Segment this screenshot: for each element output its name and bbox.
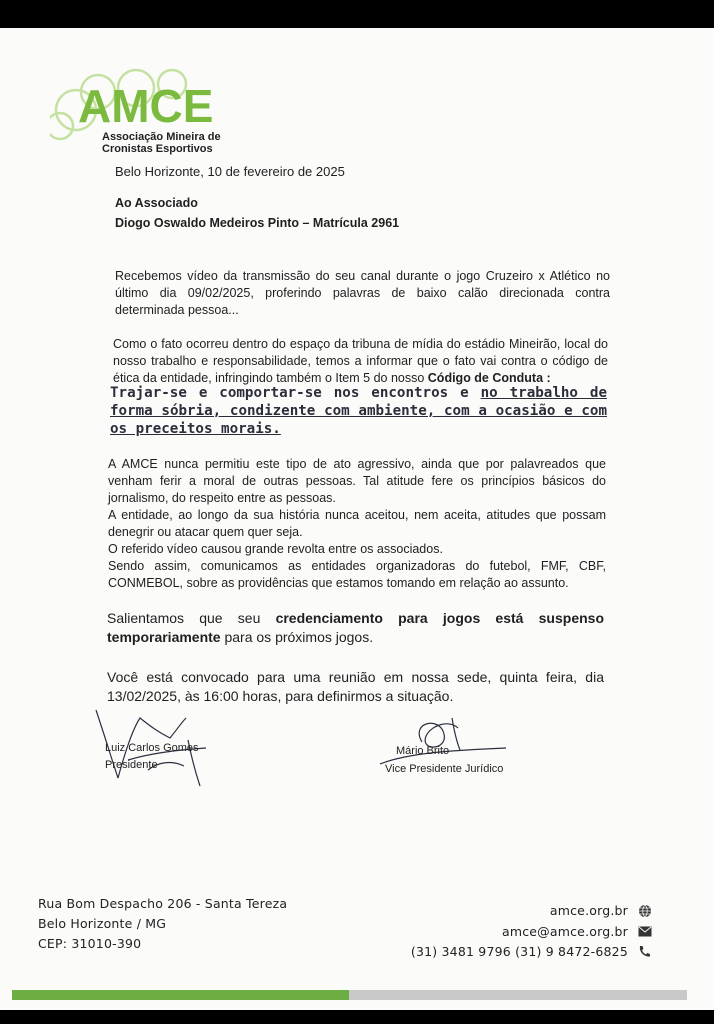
top-black-border: [0, 0, 714, 28]
footer-color-bar: [12, 990, 687, 1000]
logo-text: AMCE: [78, 80, 214, 132]
footer-email: amce@amce.org.br: [501, 924, 628, 939]
para4-post: para os próximos jogos.: [220, 629, 374, 645]
paragraph-3c: O referido vídeo causou grande revolta entre os associados.: [108, 542, 443, 556]
vice-president-name: Mário Brito: [396, 745, 450, 757]
globe-icon: [638, 904, 652, 918]
conduct-quote-underlined: no trabalho de forma sóbria, condizente com ambiente, com a ocasião e com os preceitos morais.: [110, 385, 607, 437]
date-line: Belo Horizonte, 10 de fevereiro de 2025: [115, 164, 345, 179]
footer-address-1: Rua Bom Despacho 206 - Santa Tereza: [38, 896, 288, 911]
paragraph-3d: Sendo assim, comunicamos as entidades organizadoras do futebol, FMF, CBF, CONMEBOL, sobre as providências que estamos tomando em relação ao assunto.: [108, 559, 606, 590]
phone-icon: [638, 945, 651, 958]
suspension-notice: credenciamento para jogos está suspenso temporariamente: [107, 610, 604, 645]
code-of-conduct-label: Código de Conduta :: [427, 371, 551, 385]
president-name: Luiz Carlos Gomes: [105, 742, 199, 754]
conduct-quote-plain: Trajar-se e comportar-se nos encontros e: [110, 385, 481, 401]
paragraph-meeting: Você está convocado para uma reunião em nossa sede, quinta feira, dia 13/02/2025, às 16:00 horas, para definirmos a situação.: [107, 669, 604, 704]
footer-phones: (31) 3481 9796 (31) 9 8472-6825: [410, 944, 628, 959]
paragraph-video-report: Recebemos vídeo da transmissão do seu canal durante o jogo Cruzeiro x Atlético no último dia 09/02/2025, proferindo palavras de baixo calão direcionada contra determinada pessoa...: [115, 269, 610, 317]
bottom-black-border: [0, 1010, 714, 1024]
logo-subtitle: [102, 131, 221, 155]
footer-cep: CEP: 31010-390: [38, 936, 142, 951]
president-role: Presidente: [105, 759, 158, 771]
paragraph-consequences: [108, 456, 606, 592]
addressee-line-2: Diogo Oswaldo Medeiros Pinto – Matrícula 2961: [115, 216, 400, 230]
footer-website: amce.org.br: [549, 903, 628, 918]
logo-subtitle-line2: Cronistas Esportivos: [102, 143, 213, 155]
paragraph-code-text: Como o fato ocorreu dentro do espaço da tribuna de mídia do estádio Mineirão, local do nosso trabalho e responsabilidade, temos a informar que o fato vai contra o código de ética da entidade, infringindo também o Item 5 do nosso: [113, 337, 608, 385]
para4-pre: Salientamos que seu: [107, 610, 276, 626]
vice-president-role: Vice Presidente Jurídico: [385, 763, 504, 775]
paragraph-3b: A entidade, ao longo da sua história nunca aceitou, nem aceita, atitudes que possam denegrir ou atacar quem quer seja.: [108, 508, 606, 539]
addressee-line-1: Ao Associado: [115, 196, 198, 210]
footer-address-2: Belo Horizonte / MG: [38, 916, 167, 931]
conduct-quote: [110, 384, 607, 438]
paragraph-suspension: [107, 609, 604, 647]
paragraph-3a: A AMCE nunca permitiu este tipo de ato agressivo, ainda que por palavreados que venham ferir a moral de outras pessoas. Tal atitude fere os princípios básicos do jornalismo, do respeito entre as pessoas.: [108, 457, 606, 505]
logo-subtitle-line1: Associação Mineira de: [102, 131, 221, 143]
mail-icon: [638, 926, 652, 937]
paragraph-code-of-ethics: [113, 336, 608, 387]
